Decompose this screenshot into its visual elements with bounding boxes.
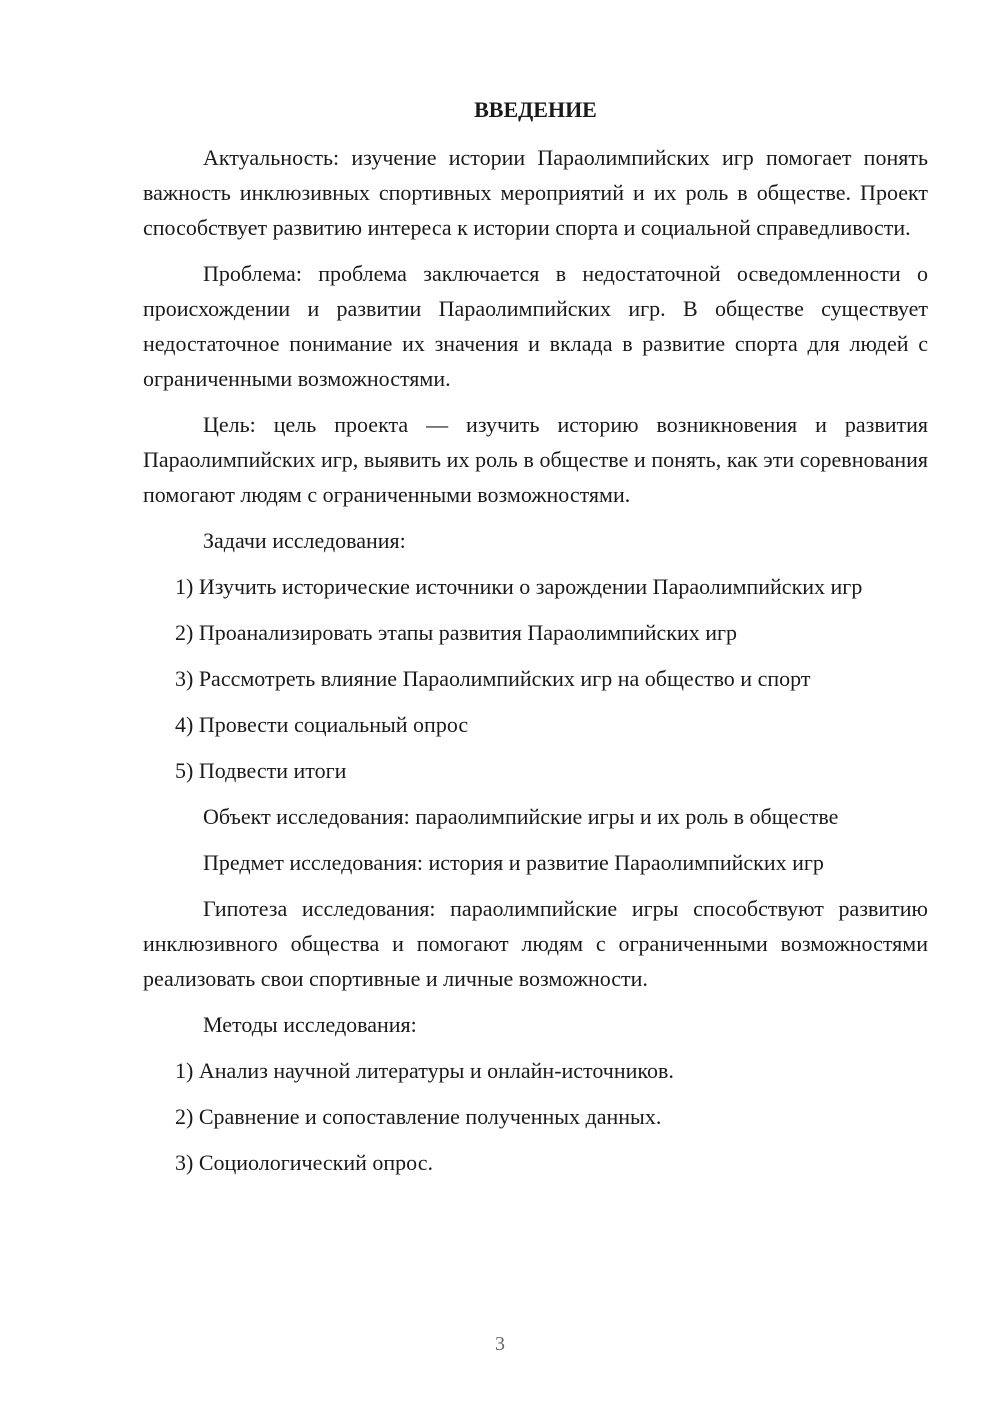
task-item-1: 1) Изучить исторические источники о зарождении Параолимпийских игр	[175, 574, 863, 599]
paragraph-problem: Проблема: проблема заключается в недостаточной осведомленности о происхождении и развитии Параолимпийских игр. В обществе существует недостаточное понимание их значения и вклада в развитие спорта для людей с ограниченными возможностями.	[143, 261, 928, 391]
section-title: ВВЕДЕНИЕ	[474, 97, 597, 122]
method-item-3: 3) Социологический опрос.	[175, 1150, 433, 1175]
tasks-heading: Задачи исследования:	[203, 528, 406, 553]
task-item-5: 5) Подвести итоги	[175, 758, 347, 783]
paragraph-object: Объект исследования: параолимпийские игры и их роль в обществе	[203, 804, 839, 829]
paragraph-subject: Предмет исследования: история и развитие Параолимпийских игр	[203, 850, 824, 875]
paragraph-hypothesis: Гипотеза исследования: параолимпийские игры способствуют развитию инклюзивного общества и помогают людям с ограниченными возможностями реализовать свои спортивные и личные возможности.	[143, 896, 928, 991]
paragraph-goal: Цель: цель проекта — изучить историю возникновения и развития Параолимпийских игр, выявить их роль в обществе и понять, как эти соревнования помогают людям с ограниченными возможностями.	[143, 412, 928, 507]
task-item-3: 3) Рассмотреть влияние Параолимпийских игр на общество и спорт	[175, 666, 811, 691]
method-item-1: 1) Анализ научной литературы и онлайн-источников.	[175, 1058, 674, 1083]
task-item-4: 4) Провести социальный опрос	[175, 712, 469, 737]
methods-heading: Методы исследования:	[203, 1012, 417, 1037]
task-item-2: 2) Проанализировать этапы развития Параолимпийских игр	[175, 620, 737, 645]
method-item-2: 2) Сравнение и сопоставление полученных данных.	[175, 1104, 662, 1129]
page-number: 3	[495, 1333, 505, 1355]
paragraph-relevance: Актуальность: изучение истории Параолимпийских игр помогает понять важность инклюзивных спортивных мероприятий и их роль в обществе. Проект способствует развитию интереса к истории спорта и социальной справедливости.	[143, 145, 928, 240]
page-content	[143, 94, 928, 1191]
